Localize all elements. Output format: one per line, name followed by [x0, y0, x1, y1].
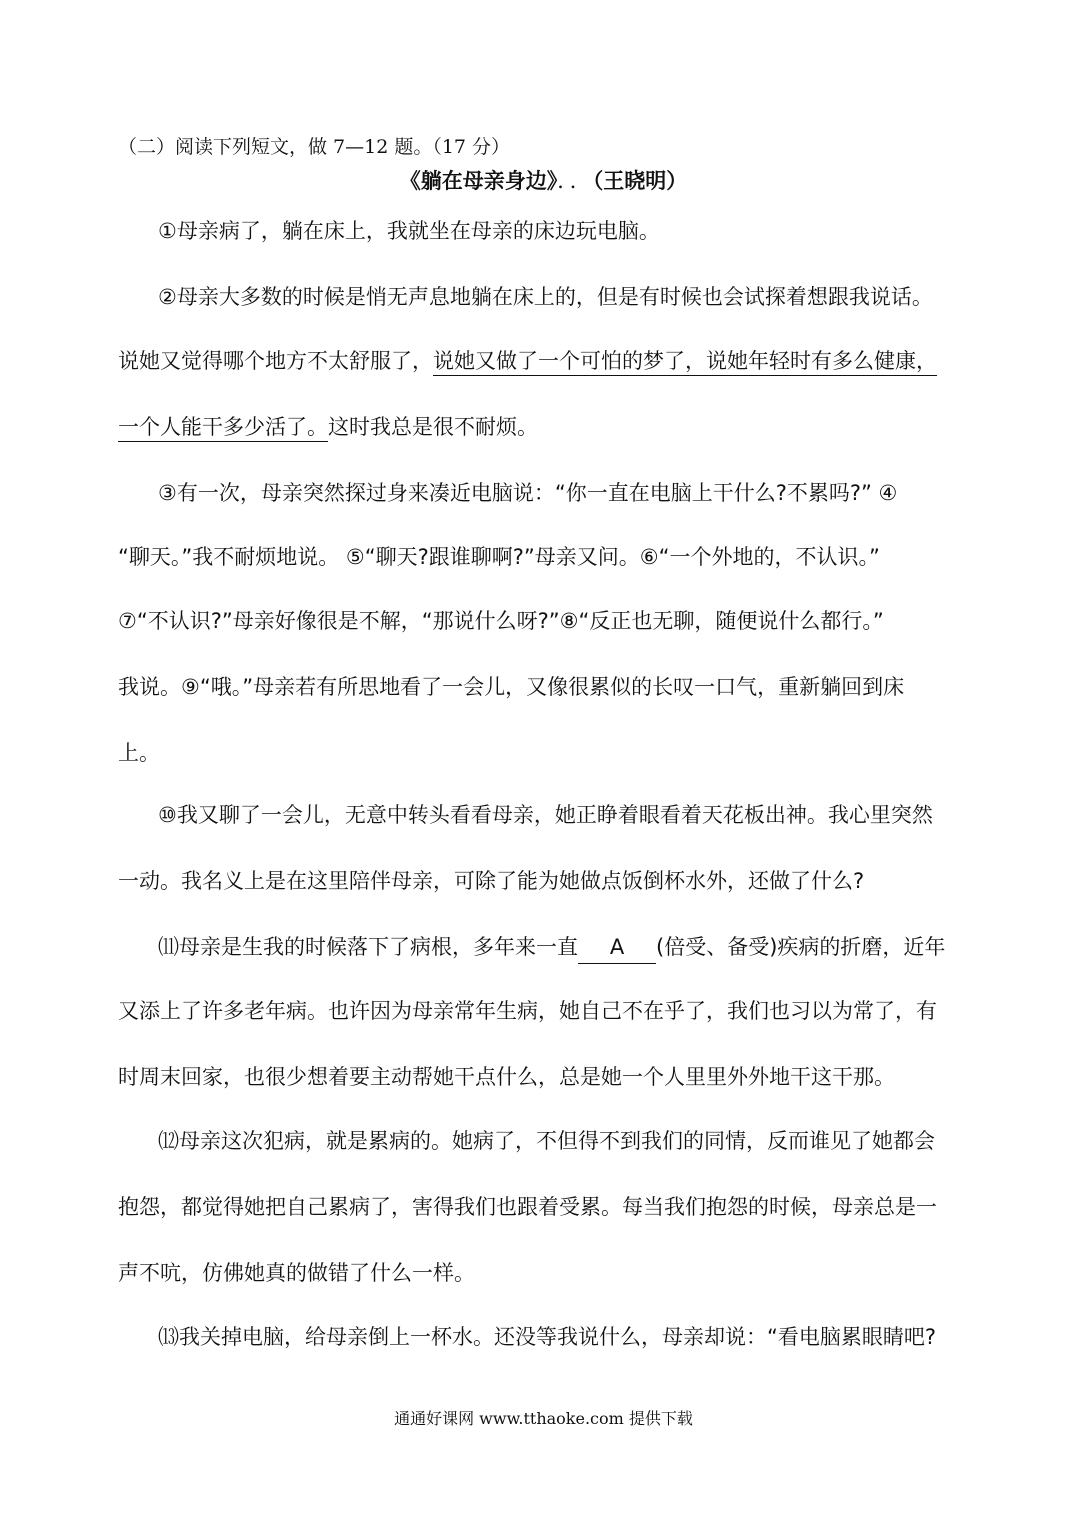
- plain-text: 这时我总是很不耐烦。: [328, 415, 538, 439]
- plain-text: (倍受、备受)疾病的折磨，近年: [656, 935, 946, 959]
- paragraph-line: ②母亲大多数的时候是悄无声息地躺在床上的，但是有时候也会试探着想跟我说话。: [158, 285, 933, 309]
- paragraph-line: 我说。⑨“哦。”母亲若有所思地看了一会儿，又像很累似的长叹一口气，重新躺回到床: [118, 675, 905, 699]
- title-dots: ．．: [557, 169, 593, 193]
- title-main: 《躺在母亲身边》: [399, 169, 558, 193]
- underlined-text: 一个人能干多少活了。: [118, 415, 328, 442]
- paragraph-line: 时周末回家，也很少想着要主动帮她干点什么，总是她一个人里里外外地干这干那。: [118, 1065, 895, 1089]
- section-header: （二）阅读下列短文，做 7—12 题。（17 分）: [118, 136, 511, 158]
- paragraph-line: 上。: [118, 741, 160, 765]
- paragraph-line: 抱怨，都觉得她把自己累病了，害得我们也跟着受累。每当我们抱怨的时候，母亲总是一: [118, 1195, 937, 1219]
- title-author: （王晓明）: [592, 169, 688, 193]
- paragraph-line: ⑩我又聊了一会儿，无意中转头看看母亲，她正睁着眼看着天花板出神。我心里突然: [158, 803, 933, 827]
- paragraph-line: ⑿母亲这次犯病，就是累病的。她病了，不但得不到我们的同情，反而谁见了她都会: [158, 1129, 935, 1153]
- paragraph-line: 一动。我名义上是在这里陪伴母亲，可除了能为她做点饭倒杯水外，还做了什么?: [118, 869, 865, 893]
- paragraph-line: 声不吭，仿佛她真的做错了什么一样。: [118, 1261, 475, 1285]
- article-title: [0, 166, 1087, 196]
- plain-text: ⑾母亲是生我的时候落下了病根，多年来一直: [158, 935, 578, 959]
- paragraph-line: ③有一次，母亲突然探过身来凑近电脑说：“你一直在电脑上干什么?不累吗?” ④: [158, 481, 898, 505]
- paragraph-line: ①母亲病了，躺在床上，我就坐在母亲的床边玩电脑。: [158, 219, 660, 243]
- answer-blank: A: [578, 932, 656, 964]
- page-footer: 通通好课网 www.tthaoke.com 提供下载: [394, 1409, 693, 1428]
- paragraph-line: [158, 932, 969, 964]
- plain-text: 说她又觉得哪个地方不太舒服了，: [118, 349, 433, 373]
- underlined-text: 说她又做了一个可怕的梦了，说她年轻时有多么健康，: [433, 349, 937, 376]
- paragraph-line: “聊天。”我不耐烦地说。 ⑤“聊天?跟谁聊啊?”母亲又问。⑥“一个外地的，不认识。”: [118, 545, 880, 569]
- paragraph-line: 又添上了许多老年病。也许因为母亲常年生病，她自己不在乎了，我们也习以为常了，有: [118, 999, 937, 1023]
- paragraph-line: [118, 346, 969, 376]
- paragraph-line: ⒀我关掉电脑，给母亲倒上一杯水。还没等我说什么，母亲却说：“看电脑累眼睛吧?: [158, 1325, 937, 1349]
- paragraph-line: [118, 412, 969, 442]
- paragraph-line: ⑦“不认识?”母亲好像很是不解，“那说什么呀?”⑧“反正也无聊，随便说什么都行。”: [118, 609, 884, 633]
